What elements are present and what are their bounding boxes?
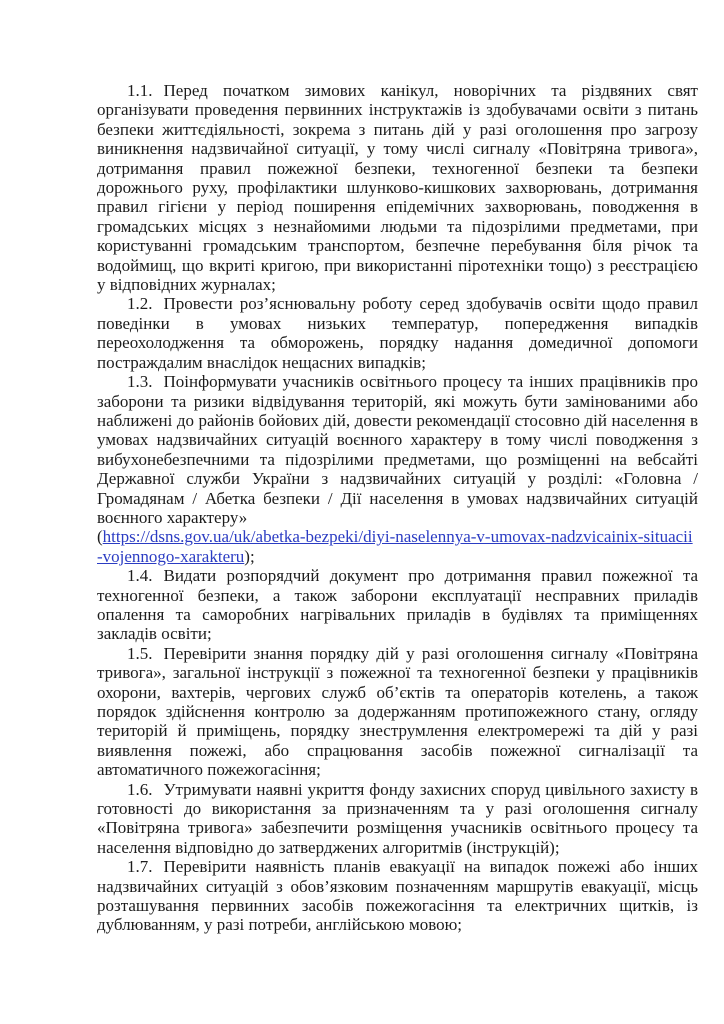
paragraph-text: Перевірити знання порядку дій у разі оголошення сигналу «Повітряна тривога», загальної інструкції з пожежної та техногенної безпеки у працівників охорони, вахтерів, чергових служб об’єктів та операторів котелень, а також порядок здійснення контролю за додержанням протипожежного стану, огляду територій й приміщень, порядку знеструмлення електромережі та дій у разі виявлення пожежі, або спрацювання засобів пожежної сигналізації та автоматичного пожежогасіння;	[97, 643, 698, 780]
close-paren-semicolon: );	[244, 546, 255, 566]
paragraph-number: 1.2.	[127, 294, 153, 314]
paragraph-text: Поінформувати учасників освітнього процесу та інших працівників про заборони та ризики відвідування територій, які можуть бути замінованими або наближені до районів бойових дій, довести рекомендації стосовно дій населення в умовах надзвичайних ситуацій воєнного характеру в тому числі поводження з вибухонебезпечними та підозрілими предметами, що розміщенні на вебсайті Державної служби України з надзвичайних ситуацій у розділі: «Головна / Громадянам / Абетка безпеки / Дії населення в умовах надзвичайних ситуацій воєнного характеру»	[97, 372, 698, 527]
paragraph-number: 1.6.	[127, 779, 153, 799]
paragraph-1-7	[97, 857, 698, 935]
paragraph-text: Перевірити наявність планів евакуації на випадок пожежі або інших надзвичайних ситуацій з обов’язковим позначенням маршрутів евакуації, місць розташування первинних засобів пожежогасіння та електричних щитків, із дублюванням, у разі потреби, англійською мовою;	[97, 857, 698, 935]
paragraph-1-2	[97, 294, 698, 372]
paragraph-1-5	[97, 644, 698, 780]
hyperlink-line	[97, 527, 698, 566]
paragraph-text: Провести роз’яснювальну роботу серед здобувачів освіти щодо правил поведінки в умовах низьких температур, попередження випадків переохолодження та обморожень, порядку надання домедичної допомоги постраждалим внаслідок нещасних випадків;	[97, 294, 698, 372]
paragraph-number: 1.1.	[127, 81, 153, 100]
paragraph-number: 1.7.	[127, 857, 153, 877]
paragraph-1-6	[97, 780, 698, 858]
paragraph-text: Видати розпорядчий документ про дотримання правил пожежної та техногенної безпеки, а також заборони експлуатації несправних приладів опалення та саморобних нагрівальних приладів в будівлях та приміщеннях закладів освіти;	[97, 566, 698, 644]
paragraph-text: Утримувати наявні укриття фонду захисних споруд цивільного захисту в готовності до використання за призначенням та у разі оголошення сигналу «Повітряна тривога» забезпечити розміщення учасників освітнього процесу та населення відповідно до затверджених алгоритмів (інструкцій);	[97, 779, 698, 857]
paragraph-text: Перед початком зимових канікул, новорічних та різдвяних свят організувати проведення первинних інструктажів із здобувачами освіти з питань безпеки життєдіяльності, зокрема з питань дій у разі оголошення про загрозу виникнення надзвичайної ситуації, у тому числі сигналу «Повітряна тривога», дотримання правил пожежної безпеки, техногенної безпеки та безпеки дорожнього руху, профілактики шлунково-кишкових захворювань, дотримання правил гігієни у період поширення епідемічних захворювань, поводження в громадських місцях з незнайомими людьми та підозрілими предметами, при користуванні громадським транспортом, безпечне перебування біля річок та водоймищ, що вкриті кригою, при використанні піротехніки тощо) з реєстрацією у відповідних журналах;	[97, 81, 698, 295]
paragraph-number: 1.5.	[127, 643, 153, 663]
paragraph-1-4	[97, 566, 698, 644]
paragraph-number: 1.4.	[127, 566, 153, 586]
paragraph-1-1	[97, 81, 698, 294]
paragraph-number: 1.3.	[127, 372, 153, 392]
dsns-hyperlink[interactable]: https://dsns.gov.ua/uk/abetka-bezpeki/diyi-naselennya-v-umovax-nadzvicainix-situacii-vojennogo-xarakteru	[97, 527, 693, 566]
paragraph-1-3	[97, 372, 698, 566]
open-paren: (	[97, 527, 103, 547]
